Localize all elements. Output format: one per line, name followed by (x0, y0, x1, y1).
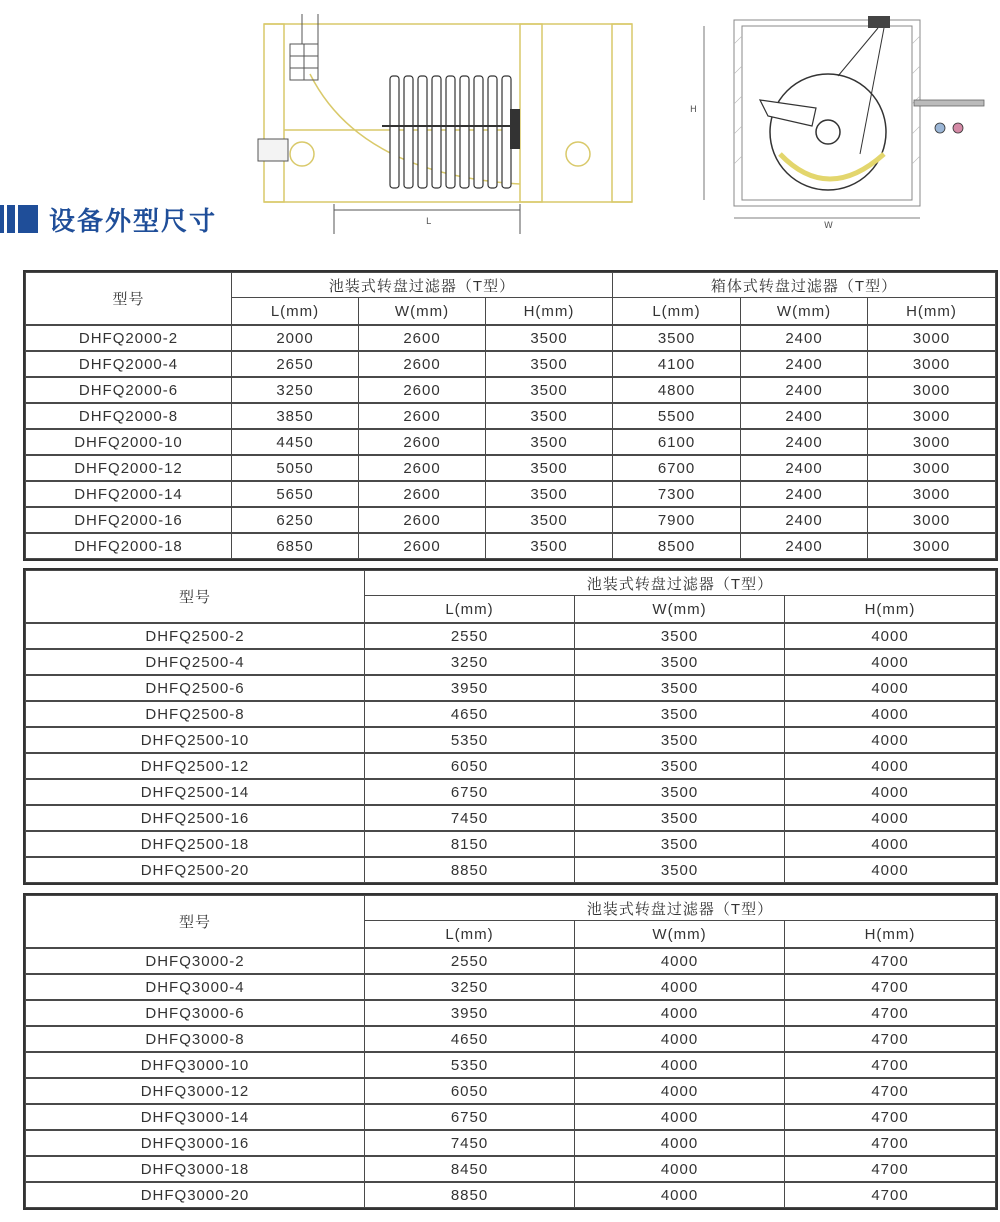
dimension-cell: 5500 (613, 403, 741, 429)
dimension-cell: 3000 (868, 325, 996, 351)
side-height-label: H (690, 105, 697, 115)
table-row (26, 831, 996, 857)
dimension-cell: 4000 (785, 831, 996, 857)
dimension-cell: 4700 (785, 974, 996, 1000)
dimension-cell: 2600 (359, 377, 486, 403)
dimension-cell: 4000 (785, 857, 996, 883)
dimension-cell: 6100 (613, 429, 741, 455)
dimension-cell: 6250 (232, 507, 359, 533)
table-row (26, 1000, 996, 1026)
dimension-cell: 3000 (868, 507, 996, 533)
dimension-cell: 2550 (365, 623, 575, 649)
dimension-cell: 4100 (613, 351, 741, 377)
table-row (26, 1052, 996, 1078)
table-row (26, 351, 996, 377)
model-cell: DHFQ3000-16 (26, 1130, 365, 1156)
table-row (26, 1130, 996, 1156)
section-heading (0, 200, 217, 238)
model-cell: DHFQ2000-14 (26, 481, 232, 507)
group-header-box: 箱体式转盘过滤器（T型） (613, 273, 996, 298)
table-row (26, 727, 996, 753)
dimension-cell: 4000 (575, 1052, 785, 1078)
table-row (26, 1182, 996, 1208)
model-cell: DHFQ3000-18 (26, 1156, 365, 1182)
table-body (26, 325, 996, 559)
dimension-cell: 4000 (575, 1182, 785, 1208)
dimension-cell: 6750 (365, 779, 575, 805)
dimension-cell: 2550 (365, 948, 575, 974)
dimension-cell: 4000 (575, 1000, 785, 1026)
dimension-cell: 2600 (359, 533, 486, 559)
dimension-cell: 2650 (232, 351, 359, 377)
model-header: 型号 (26, 896, 365, 949)
group-header-pool: 池装式转盘过滤器（T型） (232, 273, 613, 298)
dimension-cell: 3500 (575, 753, 785, 779)
dimension-cell: 4000 (785, 779, 996, 805)
table-row (26, 1078, 996, 1104)
dimension-cell: 6750 (365, 1104, 575, 1130)
heading-bar-icon (0, 205, 4, 233)
dimension-cell: 3500 (486, 481, 613, 507)
dimension-cell: 7450 (365, 1130, 575, 1156)
dimension-cell: 3500 (575, 727, 785, 753)
table-row (26, 948, 996, 974)
dimension-cell: 2400 (741, 403, 868, 429)
dimension-cell: 3500 (486, 429, 613, 455)
model-cell: DHFQ2000-12 (26, 455, 232, 481)
dimension-cell: 7300 (613, 481, 741, 507)
model-cell: DHFQ2000-8 (26, 403, 232, 429)
dimension-cell: 3250 (365, 974, 575, 1000)
model-cell: DHFQ2500-6 (26, 675, 365, 701)
dimension-cell: 3250 (232, 377, 359, 403)
dimension-cell: 2400 (741, 533, 868, 559)
dimension-cell: 2600 (359, 455, 486, 481)
sub-header: W(mm) (575, 596, 785, 624)
dimension-cell: 4000 (785, 649, 996, 675)
dimension-cell: 3500 (575, 831, 785, 857)
model-cell: DHFQ2000-6 (26, 377, 232, 403)
dimension-cell: 4000 (785, 701, 996, 727)
table-body (26, 948, 996, 1208)
model-cell: DHFQ2000-2 (26, 325, 232, 351)
dimension-cell: 2400 (741, 351, 868, 377)
table-row (26, 1026, 996, 1052)
dimension-cell: 8850 (365, 857, 575, 883)
model-cell: DHFQ3000-14 (26, 1104, 365, 1130)
model-cell: DHFQ2000-4 (26, 351, 232, 377)
dimension-cell: 3500 (486, 403, 613, 429)
model-cell: DHFQ2500-4 (26, 649, 365, 675)
table-row (26, 1156, 996, 1182)
dimension-cell: 4000 (575, 1026, 785, 1052)
dimension-cell: 3500 (575, 623, 785, 649)
model-cell: DHFQ3000-12 (26, 1078, 365, 1104)
dimension-cell: 4700 (785, 1000, 996, 1026)
table-row (26, 857, 996, 883)
dimension-cell: 3500 (486, 455, 613, 481)
dimension-cell: 4000 (575, 1130, 785, 1156)
dimension-cell: 2000 (232, 325, 359, 351)
dimension-cell: 4000 (785, 623, 996, 649)
table-row (26, 533, 996, 559)
sub-header: H(mm) (868, 298, 996, 326)
model-cell: DHFQ2000-18 (26, 533, 232, 559)
sub-header: H(mm) (785, 921, 996, 949)
dimension-cell: 4000 (785, 805, 996, 831)
dimension-cell: 3500 (613, 325, 741, 351)
dimension-cell: 3850 (232, 403, 359, 429)
dimension-cell: 2400 (741, 377, 868, 403)
sub-header: L(mm) (232, 298, 359, 326)
table-row (26, 403, 996, 429)
group-header-pool: 池装式转盘过滤器（T型） (365, 571, 996, 596)
sub-header: W(mm) (741, 298, 868, 326)
dimension-cell: 7900 (613, 507, 741, 533)
model-cell: DHFQ2500-2 (26, 623, 365, 649)
dimension-cell: 4000 (785, 753, 996, 779)
table-row (26, 481, 996, 507)
dimension-cell: 8500 (613, 533, 741, 559)
model-header: 型号 (26, 273, 232, 326)
dimension-cell: 3950 (365, 675, 575, 701)
dimension-cell: 3500 (575, 805, 785, 831)
dimension-cell: 3500 (486, 325, 613, 351)
model-cell: DHFQ2500-16 (26, 805, 365, 831)
dimension-cell: 2400 (741, 429, 868, 455)
dimension-cell: 3000 (868, 429, 996, 455)
table-row (26, 779, 996, 805)
dimension-cell: 4650 (365, 1026, 575, 1052)
table-body (26, 623, 996, 883)
table-row (26, 507, 996, 533)
side-width-label: W (824, 221, 833, 231)
group-header-pool: 池装式转盘过滤器（T型） (365, 896, 996, 921)
dimension-cell: 4000 (785, 675, 996, 701)
dimension-cell: 3500 (486, 533, 613, 559)
dimension-cell: 2600 (359, 481, 486, 507)
sub-header: L(mm) (365, 921, 575, 949)
dimension-cell: 2600 (359, 507, 486, 533)
model-cell: DHFQ3000-20 (26, 1182, 365, 1208)
dimension-cell: 3000 (868, 533, 996, 559)
dimension-cell: 4700 (785, 1026, 996, 1052)
dimension-cell: 3950 (365, 1000, 575, 1026)
dimension-cell: 4000 (575, 1104, 785, 1130)
model-cell: DHFQ2500-14 (26, 779, 365, 805)
dimension-cell: 3000 (868, 403, 996, 429)
dimension-cell: 6850 (232, 533, 359, 559)
dimension-cell: 4000 (785, 727, 996, 753)
table-row (26, 974, 996, 1000)
dimension-cell: 3500 (486, 377, 613, 403)
dimension-cell: 8150 (365, 831, 575, 857)
sub-header: H(mm) (785, 596, 996, 624)
dimension-cell: 8850 (365, 1182, 575, 1208)
dimension-cell: 4700 (785, 1078, 996, 1104)
dimension-cell: 4650 (365, 701, 575, 727)
dimension-cell: 4450 (232, 429, 359, 455)
model-cell: DHFQ2000-10 (26, 429, 232, 455)
dimension-cell: 3500 (575, 857, 785, 883)
dimension-cell: 3000 (868, 455, 996, 481)
dimension-cell: 2600 (359, 403, 486, 429)
sub-header: H(mm) (486, 298, 613, 326)
dimension-cell: 3000 (868, 351, 996, 377)
front-length-label: L (426, 217, 432, 227)
dimension-cell: 4800 (613, 377, 741, 403)
table-row (26, 701, 996, 727)
dimension-cell: 5050 (232, 455, 359, 481)
model-cell: DHFQ3000-2 (26, 948, 365, 974)
dimension-cell: 4000 (575, 1156, 785, 1182)
model-cell: DHFQ3000-6 (26, 1000, 365, 1026)
dimension-cell: 4000 (575, 974, 785, 1000)
model-cell: DHFQ3000-4 (26, 974, 365, 1000)
dimension-cell: 3500 (575, 675, 785, 701)
heading-bar-icon (7, 205, 15, 233)
dimension-cell: 4700 (785, 1052, 996, 1078)
side-section-drawing (688, 4, 996, 232)
dimension-cell: 5350 (365, 1052, 575, 1078)
dimension-cell: 2400 (741, 507, 868, 533)
front-elevation-drawing (240, 14, 648, 234)
sub-header: L(mm) (365, 596, 575, 624)
dimension-cell: 2600 (359, 429, 486, 455)
dimension-cell: 2400 (741, 325, 868, 351)
dimension-cell: 4700 (785, 1182, 996, 1208)
table-row (26, 623, 996, 649)
table-row (26, 753, 996, 779)
table-row (26, 675, 996, 701)
dimension-cell: 2600 (359, 325, 486, 351)
dimension-cell: 2400 (741, 455, 868, 481)
model-cell: DHFQ2500-20 (26, 857, 365, 883)
sub-header: W(mm) (359, 298, 486, 326)
dimension-cell: 4700 (785, 1156, 996, 1182)
dimension-cell: 3500 (575, 701, 785, 727)
dimension-cell: 5650 (232, 481, 359, 507)
dimension-cell: 4700 (785, 1104, 996, 1130)
dimension-cell: 6700 (613, 455, 741, 481)
dimension-cell: 3500 (575, 779, 785, 805)
dimension-cell: 4000 (575, 1078, 785, 1104)
dimension-cell: 3500 (486, 351, 613, 377)
table-row (26, 649, 996, 675)
table-row (26, 325, 996, 351)
dimension-cell: 3500 (486, 507, 613, 533)
model-cell: DHFQ3000-10 (26, 1052, 365, 1078)
dimension-cell: 3500 (575, 649, 785, 675)
model-cell: DHFQ2500-8 (26, 701, 365, 727)
model-cell: DHFQ2000-16 (26, 507, 232, 533)
model-cell: DHFQ3000-8 (26, 1026, 365, 1052)
dimension-cell: 3250 (365, 649, 575, 675)
dimension-cell: 4700 (785, 948, 996, 974)
dimension-cell: 4700 (785, 1130, 996, 1156)
dimension-cell: 7450 (365, 805, 575, 831)
spec-table-dhfq2500 (25, 570, 996, 883)
table-row (26, 805, 996, 831)
dimension-cell: 8450 (365, 1156, 575, 1182)
table-row (26, 1104, 996, 1130)
sub-header: L(mm) (613, 298, 741, 326)
dimension-cell: 2600 (359, 351, 486, 377)
table-row (26, 429, 996, 455)
dimension-cell: 4000 (575, 948, 785, 974)
heading-bar-icon (18, 205, 38, 233)
dimension-cell: 6050 (365, 1078, 575, 1104)
page-title: 设备外型尺寸 (49, 206, 218, 237)
sub-header: W(mm) (575, 921, 785, 949)
spec-table-dhfq3000 (25, 895, 996, 1208)
table-row (26, 455, 996, 481)
model-cell: DHFQ2500-12 (26, 753, 365, 779)
spec-table-dhfq2000 (25, 272, 996, 559)
table-row (26, 377, 996, 403)
model-cell: DHFQ2500-10 (26, 727, 365, 753)
dimension-cell: 3000 (868, 481, 996, 507)
model-header: 型号 (26, 571, 365, 624)
model-cell: DHFQ2500-18 (26, 831, 365, 857)
dimension-cell: 3000 (868, 377, 996, 403)
dimension-cell: 6050 (365, 753, 575, 779)
dimension-cell: 2400 (741, 481, 868, 507)
dimension-cell: 5350 (365, 727, 575, 753)
